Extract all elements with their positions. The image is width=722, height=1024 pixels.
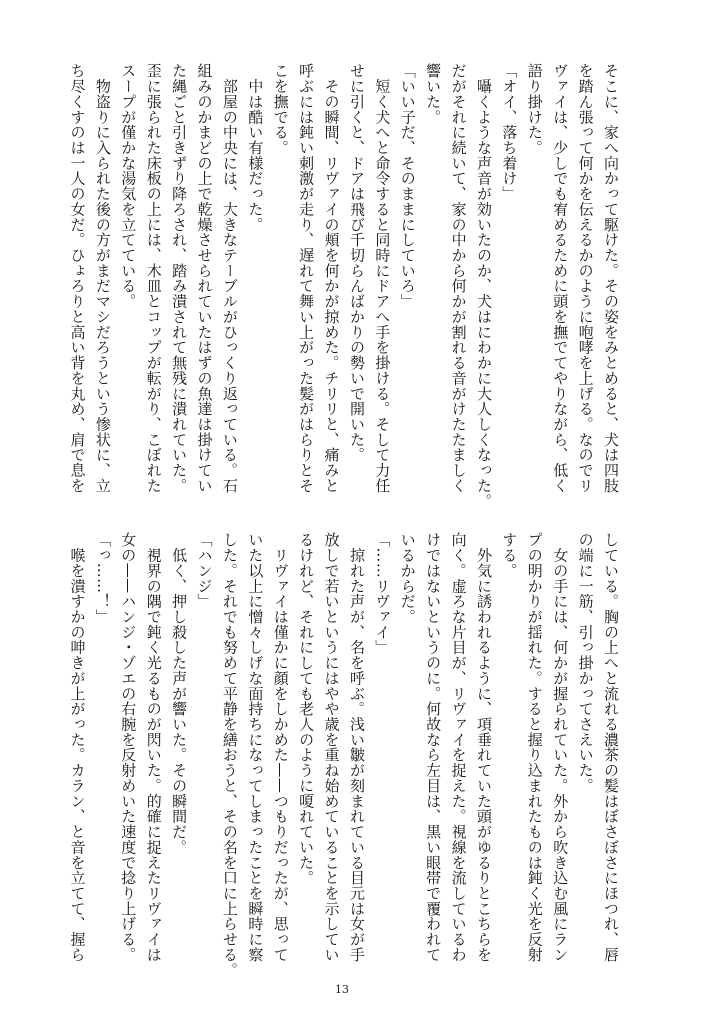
text-column: ち尽くすのは一人の女だ。ひょろりと高い背を丸め、肩で息を [68, 63, 87, 494]
text-column: 女の——ハンジ・ゾエの右腕を反射めいた速度で捻り上げる。 [119, 532, 138, 963]
text-column: 放しで若いというにはやや歳を重ね始めていることを示してい [322, 532, 341, 963]
text-column: 囁くような声音が効いたのか、犬はにわかに大人しくなった。 [474, 63, 493, 509]
text-column: 短く犬へと命令すると同時にドアへ手を掛ける。そして力任 [373, 63, 392, 494]
text-column: るけれど、それにしても老人のように嗄れていた。 [297, 532, 316, 886]
text-column: の端に一筋、引っ掛かってさえいた。 [576, 532, 595, 794]
text-column: そこに、家へ向かって駆けた。その姿をみとめると、犬は四肢 [602, 63, 620, 494]
text-column: 向く。虚ろな片目が、リヴァイを捉えた。視線を流しているわ [449, 532, 468, 963]
text-column: だがそれに続いて、家の中から何かが割れる音がけたたましく [449, 63, 468, 494]
text-column: 低く、押し殺した声が響いた。その瞬間だ。 [170, 532, 189, 855]
text-column: 物盗りに入られた後の方がまだマシだろうという惨状に、立 [93, 63, 112, 494]
text-column: 響いた。 [424, 63, 443, 125]
page-number: 13 [335, 983, 349, 996]
dialogue-column: 「……リヴァイ」 [373, 532, 392, 655]
text-column: 組みのかまどの上で乾燥させられていたはずの魚達は掛けてい [195, 63, 214, 494]
text-column: した。それでも努めて平静を繕おうと、その名を口に上らせる。 [220, 532, 239, 978]
text-block-bottom [64, 532, 623, 978]
text-column: その瞬間、リヴァイの頬を何かが掠めた。チリリと、痛みと [322, 63, 341, 494]
dialogue-column: 「いい子だ、そのままにしていろ」 [398, 63, 417, 309]
text-column: 歪に張られた床板の上には、木皿とコップが転がり、こぼれた [144, 63, 163, 494]
text-column: 女の手には、何かが握られていた。外から吹き込む風にラン [551, 532, 570, 963]
text-column: 喉を潰すかの呻きが上がった。カラン、と音を立てて、握ら [68, 532, 87, 963]
text-column: ヴァイは、少しでも宥めるために頭を撫でてやりながら、低く [551, 63, 570, 494]
text-column: 掠れた声が、名を呼ぶ。浅い皺が刻まれている目元は女が手 [347, 532, 366, 963]
dialogue-column: 「オイ、落ち着け」 [500, 63, 519, 202]
text-column: 呼ぶには鈍い刺激が走り、遅れて舞い上がった髪がはらりとそ [297, 63, 316, 494]
text-column: けではないというのに。何故なら左目は、黒い眼帯で覆われて [424, 532, 443, 963]
text-column: を踏ん張って何かを伝えるかのように咆哮を上げる。なのでリ [576, 63, 595, 494]
dialogue-column: 「ハンジ」 [195, 532, 214, 609]
text-column: こを撫でる。 [271, 63, 290, 156]
text-column: 視界の隅で鈍く光るものが閃いた。的確に捉えたリヴァイは [144, 532, 163, 963]
text-column: 外気に誘われるように、項垂れていた頭がゆるりとこちらを [474, 532, 493, 963]
text-block-top [64, 63, 623, 509]
text-column: スープが僅かな湯気を立てている。 [119, 63, 138, 309]
text-column: している。胸の上へと流れる濃茶の髪はぼさぼさにほつれ、唇 [602, 532, 620, 963]
text-column: リヴァイは僅かに顔をしかめた——つもりだったが、思って [271, 532, 290, 963]
text-column: た縄ごと引きずり降ろされ、踏み潰されて無残に潰れていた。 [170, 63, 189, 494]
text-column: いるからだ。 [398, 532, 417, 625]
text-column: プの明かりが揺れた。すると握り込まれたものは鈍く光を反射 [525, 532, 544, 963]
text-column: 語り掛けた。 [525, 63, 544, 156]
text-column: いた以上に憎々しげな面持ちになってしまったことを瞬時に察 [246, 532, 265, 963]
text-column: せに引くと、ドアは飛び千切らんばかりの勢いで開いた。 [347, 63, 366, 463]
dialogue-column: 「っ……！」 [93, 532, 112, 625]
text-column: 中は酷い有様だった。 [246, 63, 265, 232]
text-column: 部屋の中央には、大きなテーブルがひっくり返っている。石 [220, 63, 239, 494]
text-column: する。 [500, 532, 519, 579]
